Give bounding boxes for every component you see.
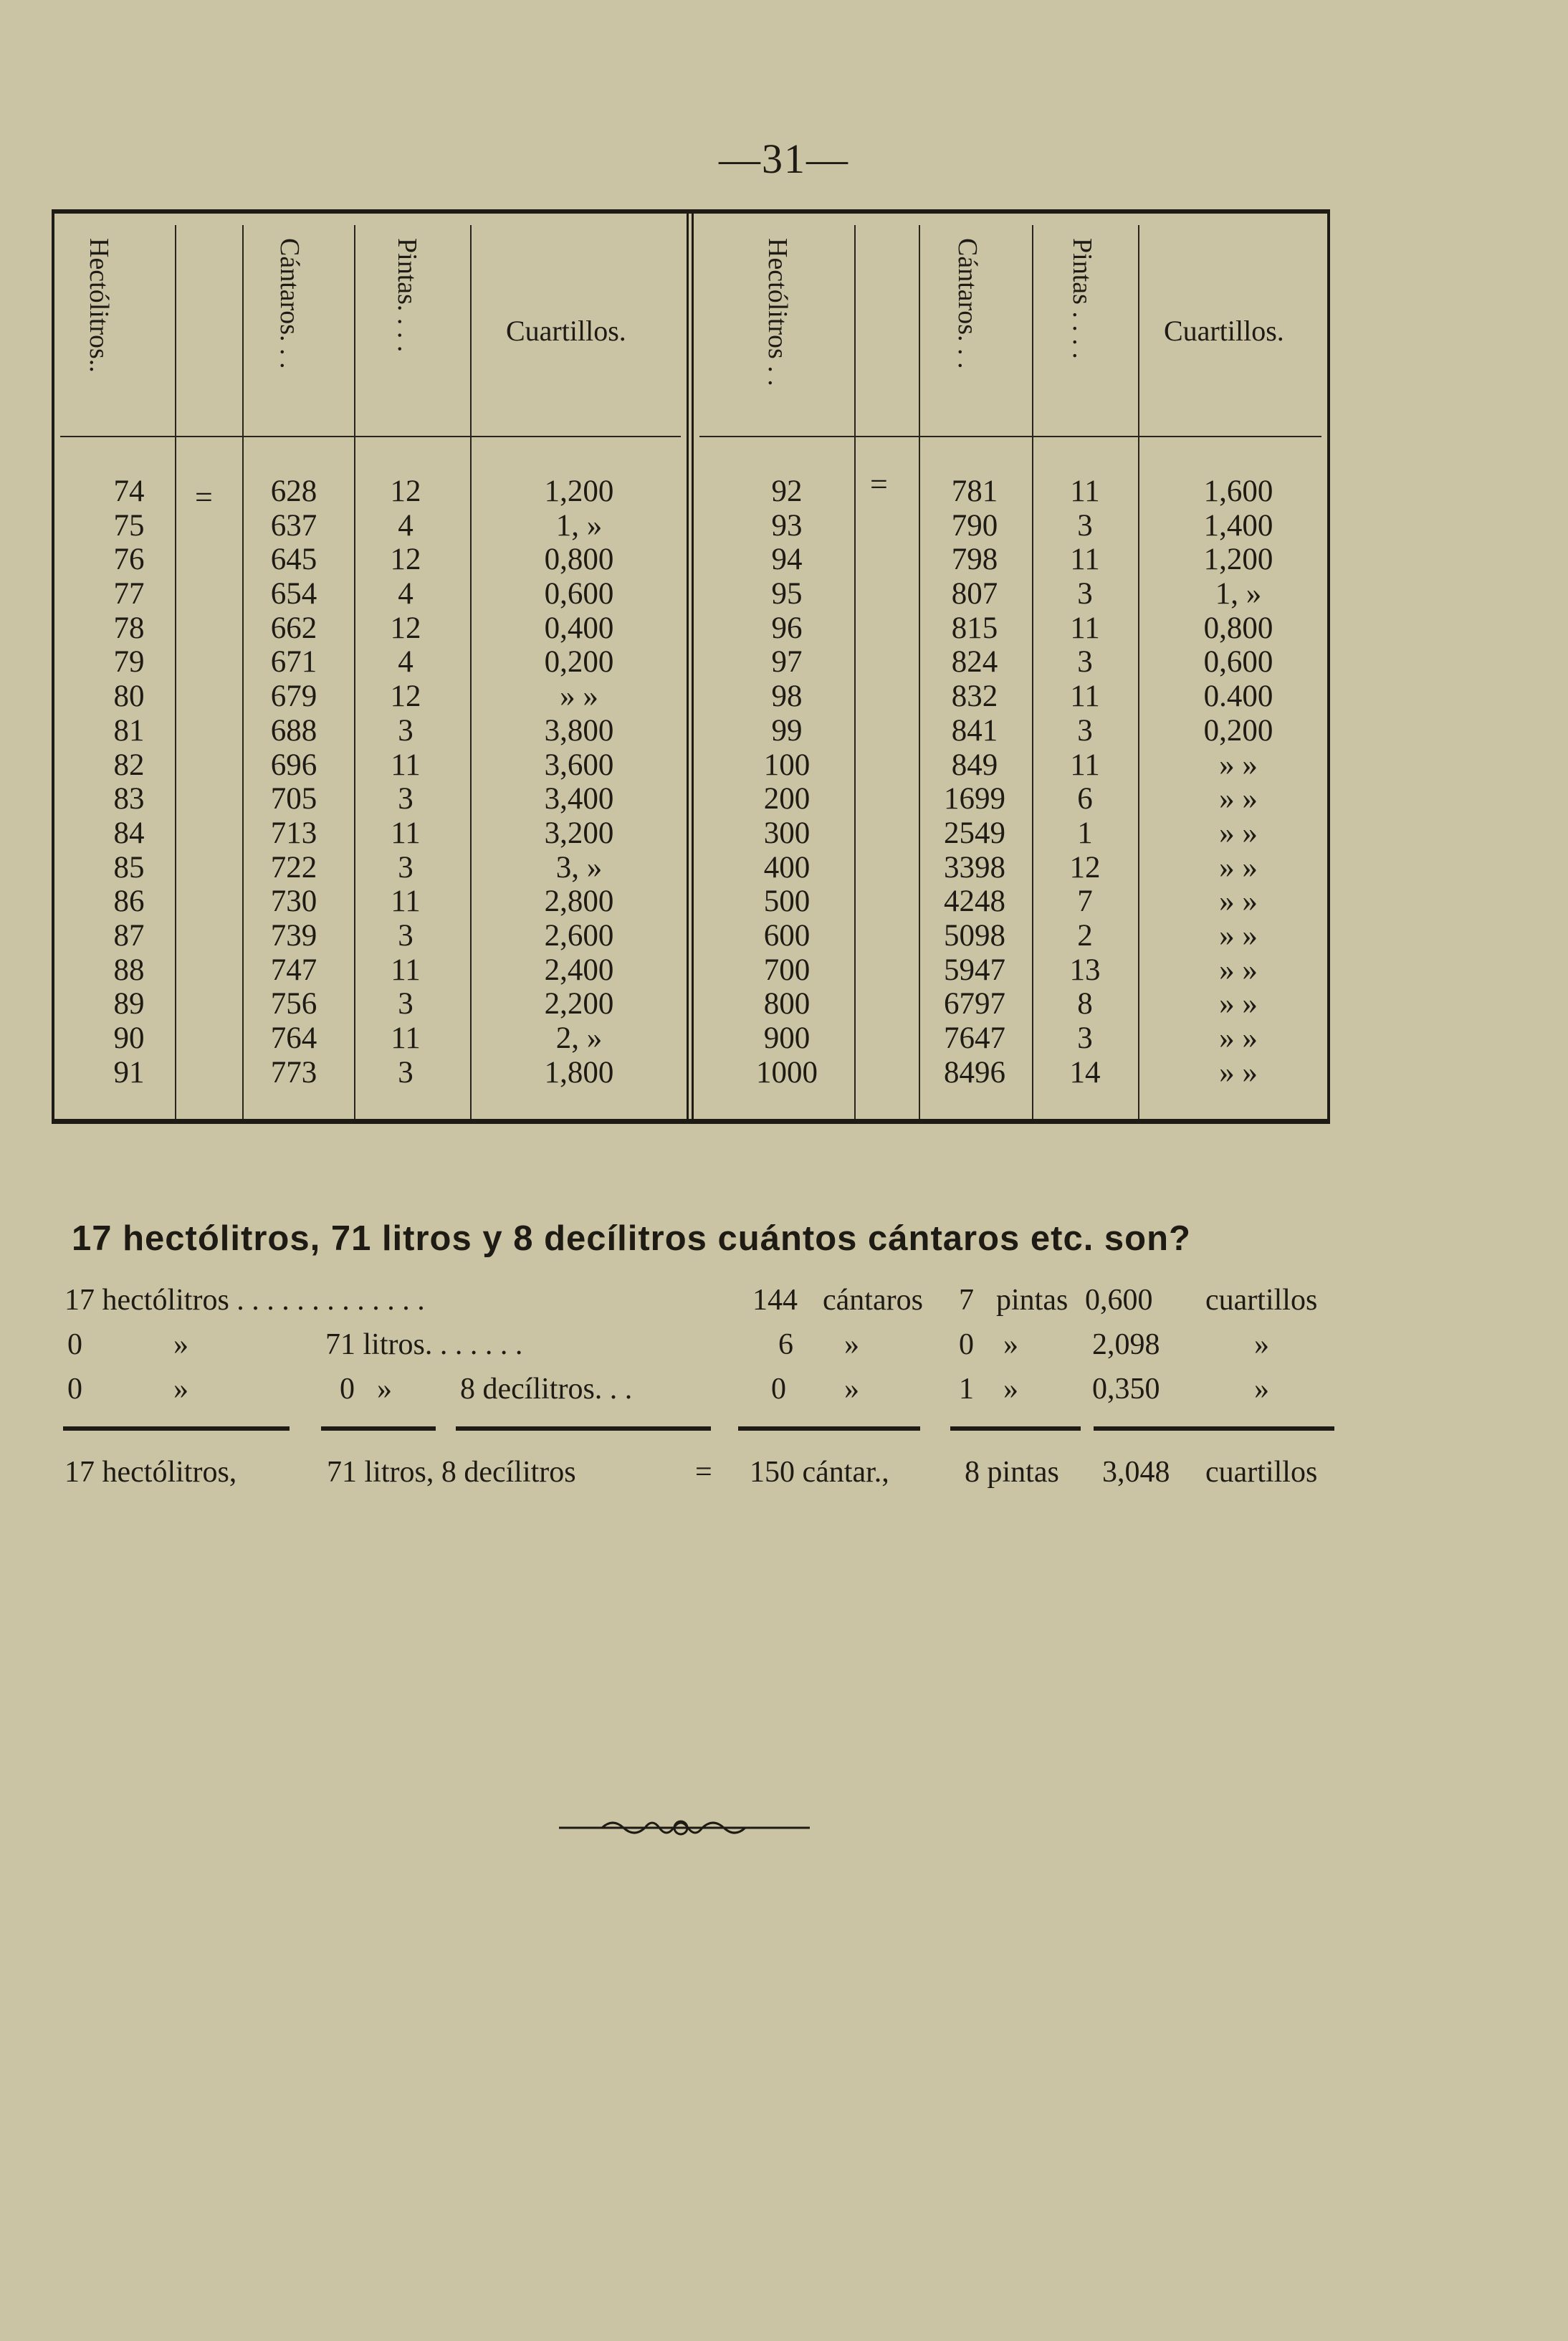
- table-cell-cantaros: 628: [270, 475, 317, 508]
- table-row: [54, 1021, 687, 1056]
- sum-rule: [738, 1426, 920, 1431]
- table-row: [694, 1056, 1327, 1090]
- table-cell-cantaros: 645: [270, 543, 317, 577]
- calc3-pintas-ditto: »: [1003, 1373, 1018, 1406]
- table-row: [54, 543, 687, 577]
- table-row: [694, 680, 1327, 714]
- table-cell-hectolitros: 95: [771, 577, 803, 611]
- table-cell-cuartillos: 0,400: [544, 611, 614, 645]
- left-rows: [54, 475, 687, 1090]
- table-cell-pintas: 3: [1077, 1021, 1093, 1055]
- table-cell-cuartillos: 2,800: [544, 885, 614, 919]
- table-cell-cantaros: 739: [270, 918, 317, 953]
- table-cell-cuartillos: » »: [1219, 850, 1258, 885]
- calc1-pintas: 7: [959, 1284, 974, 1317]
- calc1-hectolitros: 17 hectólitros . . . . . . . . . . . . .: [64, 1284, 425, 1317]
- table-cell-pintas: 11: [391, 885, 421, 919]
- sum-rule: [321, 1426, 436, 1431]
- table-row: [694, 782, 1327, 816]
- table-cell-hectolitros: 77: [113, 577, 145, 611]
- table-cell-cantaros: 824: [951, 645, 998, 680]
- table-cell-cuartillos: 0,200: [544, 645, 614, 680]
- table-cell-cuartillos: » »: [560, 680, 598, 714]
- calc-line-2: [64, 1327, 1340, 1368]
- table-cell-hectolitros: 500: [763, 885, 811, 919]
- table-cell-cantaros: 7647: [944, 1021, 1005, 1055]
- table-cell-hectolitros: 89: [113, 987, 145, 1021]
- table-cell-pintas: 3: [398, 918, 413, 953]
- table-row: [694, 714, 1327, 748]
- table-cell-pintas: 11: [391, 1021, 421, 1055]
- table-cell-hectolitros: 75: [113, 508, 145, 543]
- table-cell-pintas: 11: [1070, 680, 1100, 714]
- table-cell-cuartillos: 0,800: [1203, 611, 1273, 645]
- table-cell-hectolitros: 90: [113, 1021, 145, 1055]
- table-cell-hectolitros: 92: [771, 475, 803, 508]
- table-cell-cuartillos: 1,600: [1203, 475, 1273, 508]
- calc-line-1: [64, 1283, 1340, 1323]
- table-cell-cuartillos: 3,400: [544, 782, 614, 816]
- table-cell-hectolitros: 700: [763, 953, 811, 987]
- header-hectolitros-right: Hectólitros . .: [763, 238, 793, 386]
- table-cell-pintas: 8: [1077, 987, 1093, 1021]
- table-cell-pintas: 3: [398, 1055, 413, 1090]
- table-cell-pintas: 12: [390, 680, 421, 714]
- calc3-cuartillos-ditto: »: [1254, 1373, 1269, 1406]
- calc3-cuartillos: 0,350: [1092, 1373, 1160, 1406]
- table-cell-hectolitros: 800: [763, 987, 811, 1021]
- table-cell-cantaros: 773: [270, 1055, 317, 1090]
- table-cell-pintas: 11: [1070, 543, 1100, 577]
- table-row: [694, 611, 1327, 646]
- result-cuartillos: 3,048: [1102, 1456, 1170, 1489]
- table-cell-cuartillos: » »: [1219, 816, 1258, 850]
- table-cell-hectolitros: 74: [113, 475, 145, 508]
- table-cell-cuartillos: » »: [1219, 918, 1258, 953]
- header-pintas-right: Pintas . . . .: [1067, 238, 1097, 359]
- table-cell-cantaros: 815: [951, 611, 998, 645]
- table-row: [54, 714, 687, 748]
- table-row: [54, 577, 687, 611]
- table-cell-pintas: 11: [391, 748, 421, 782]
- calc1-cantaros-unit: cántaros: [823, 1284, 923, 1317]
- table-cell-cantaros: 688: [270, 713, 317, 748]
- table-row: [694, 919, 1327, 953]
- table-cell-cantaros: 790: [951, 508, 998, 543]
- table-cell-pintas: 3: [1077, 508, 1093, 543]
- calc2-pintas: 0: [959, 1328, 974, 1361]
- table-cell-hectolitros: 82: [113, 748, 145, 782]
- result-equals: =: [695, 1456, 712, 1489]
- table-cell-pintas: 3: [1077, 645, 1093, 680]
- table-row: [54, 680, 687, 714]
- table-cell-cantaros: 654: [270, 577, 317, 611]
- table-cell-cantaros: 2549: [944, 816, 1005, 850]
- result-hectolitros: 17 hectólitros,: [64, 1456, 237, 1489]
- table-cell-pintas: 3: [398, 987, 413, 1021]
- table-row: [54, 748, 687, 783]
- table-cell-hectolitros: 600: [763, 918, 811, 953]
- table-cell-cuartillos: 3, »: [555, 850, 603, 885]
- table-row: [54, 611, 687, 646]
- table-cell-cuartillos: 1,200: [544, 475, 614, 508]
- table-cell-cantaros: 3398: [944, 850, 1005, 885]
- calc-line-3: [64, 1372, 1340, 1412]
- calc3-decilitros: 8 decílitros. . .: [460, 1373, 633, 1406]
- table-cell-cantaros: 5098: [944, 918, 1005, 953]
- sum-rule: [950, 1426, 1081, 1431]
- table-cell-cantaros: 1699: [944, 782, 1005, 816]
- calc2-h-ditto: »: [173, 1328, 188, 1361]
- table-cell-cantaros: 807: [951, 577, 998, 611]
- table-cell-hectolitros: 83: [113, 782, 145, 816]
- table-cell-cuartillos: 0,600: [1203, 645, 1273, 680]
- table-cell-pintas: 12: [390, 543, 421, 577]
- table-row: [694, 509, 1327, 543]
- sum-rule: [456, 1426, 711, 1431]
- table-row: [54, 782, 687, 816]
- calc-result: [64, 1455, 1340, 1495]
- table-cell-hectolitros: 79: [113, 645, 145, 680]
- table-cell-hectolitros: 94: [771, 543, 803, 577]
- table-cell-cantaros: 747: [270, 953, 317, 987]
- equals-sign: =: [195, 480, 213, 515]
- ornament-divider-icon: [559, 1813, 810, 1842]
- table-row: [54, 816, 687, 851]
- table-cell-hectolitros: 91: [113, 1055, 145, 1090]
- table-cell-pintas: 13: [1069, 953, 1101, 987]
- table-cell-pintas: 4: [398, 508, 413, 543]
- table-row: [694, 645, 1327, 680]
- table-row: [54, 645, 687, 680]
- table-cell-hectolitros: 93: [771, 508, 803, 543]
- table-cell-cantaros: 5947: [944, 953, 1005, 987]
- table-cell-pintas: 11: [391, 816, 421, 850]
- table-cell-cantaros: 671: [270, 645, 317, 680]
- table-cell-hectolitros: 85: [113, 850, 145, 885]
- table-row: [54, 885, 687, 919]
- calc1-cuartillos-unit: cuartillos: [1205, 1284, 1318, 1317]
- table-cell-cuartillos: 0.400: [1203, 680, 1273, 714]
- header-cantaros: Cántaros. . .: [274, 238, 305, 369]
- sum-rule: [1094, 1426, 1334, 1431]
- table-cell-hectolitros: 96: [771, 611, 803, 645]
- equals-sign-right: =: [870, 467, 888, 502]
- sum-rule: [63, 1426, 290, 1431]
- table-cell-cuartillos: » »: [1219, 748, 1258, 782]
- table-cell-pintas: 3: [1077, 577, 1093, 611]
- table-cell-cuartillos: » »: [1219, 987, 1258, 1021]
- result-cuartillos-unit: cuartillos: [1205, 1456, 1318, 1489]
- table-cell-hectolitros: 78: [113, 611, 145, 645]
- calc2-cantaros: 6: [778, 1328, 793, 1361]
- table-row: [694, 748, 1327, 783]
- calc3-litros: 0: [340, 1373, 355, 1406]
- table-cell-hectolitros: 900: [763, 1021, 811, 1055]
- table-cell-hectolitros: 80: [113, 680, 145, 714]
- table-cell-cuartillos: 1, »: [1215, 577, 1262, 611]
- table-row: [694, 885, 1327, 919]
- table-cell-cantaros: 832: [951, 680, 998, 714]
- table-cell-pintas: 3: [398, 782, 413, 816]
- header-pintas: Pintas. . . .: [392, 238, 422, 353]
- table-cell-cantaros: 4248: [944, 885, 1005, 919]
- table-right-half: [687, 214, 1327, 1119]
- right-rows: [694, 475, 1327, 1090]
- table-row: [694, 543, 1327, 577]
- table-cell-cantaros: 679: [270, 680, 317, 714]
- table-row: [54, 509, 687, 543]
- header-cuartillos-right: Cuartillos.: [1164, 315, 1284, 347]
- table-row: [694, 577, 1327, 611]
- table-cell-cuartillos: 0,200: [1203, 713, 1273, 748]
- table-cell-cantaros: 730: [270, 885, 317, 919]
- table-cell-cuartillos: 0,800: [544, 543, 614, 577]
- table-row: [694, 851, 1327, 885]
- table-cell-pintas: 2: [1077, 918, 1093, 953]
- table-cell-pintas: 11: [1070, 611, 1100, 645]
- table-cell-hectolitros: 86: [113, 885, 145, 919]
- table-cell-pintas: 4: [398, 577, 413, 611]
- table-cell-pintas: 3: [1077, 713, 1093, 748]
- result-cantaros: 150 cántar.,: [750, 1456, 889, 1489]
- table-cell-pintas: 1: [1077, 816, 1093, 850]
- table-cell-cantaros: 841: [951, 713, 998, 748]
- table-row: [694, 816, 1327, 851]
- table-cell-pintas: 6: [1077, 782, 1093, 816]
- calc2-h: 0: [67, 1328, 82, 1361]
- table-row: [54, 475, 687, 509]
- table-cell-hectolitros: 76: [113, 543, 145, 577]
- table-row: [54, 1056, 687, 1090]
- calc1-cantaros: 144: [752, 1284, 798, 1317]
- table-cell-cuartillos: » »: [1219, 1021, 1258, 1055]
- table-row: [694, 1021, 1327, 1056]
- table-cell-pintas: 12: [390, 611, 421, 645]
- calc2-litros: 71 litros. . . . . . .: [325, 1328, 523, 1361]
- table-cell-pintas: 11: [391, 953, 421, 987]
- table-cell-cuartillos: 2,200: [544, 987, 614, 1021]
- table-row: [54, 851, 687, 885]
- table-cell-cantaros: 764: [270, 1021, 317, 1055]
- result-pintas: 8 pintas: [965, 1456, 1059, 1489]
- table-cell-cuartillos: 2,400: [544, 953, 614, 987]
- header-cuartillos: Cuartillos.: [506, 315, 626, 347]
- table-row: [54, 919, 687, 953]
- table-cell-hectolitros: 300: [763, 816, 811, 850]
- table-cell-pintas: 3: [398, 850, 413, 885]
- table-cell-cantaros: 705: [270, 782, 317, 816]
- table-cell-pintas: 12: [390, 475, 421, 508]
- table-cell-cantaros: 696: [270, 748, 317, 782]
- table-cell-pintas: 12: [1069, 850, 1101, 885]
- table-cell-cantaros: 756: [270, 987, 317, 1021]
- table-cell-cuartillos: » »: [1219, 1055, 1258, 1090]
- conversion-table: [52, 209, 1330, 1124]
- table-cell-pintas: 11: [1070, 748, 1100, 782]
- calc2-cuartillos: 2,098: [1092, 1328, 1160, 1361]
- table-row: [694, 987, 1327, 1021]
- table-cell-hectolitros: 200: [763, 782, 811, 816]
- calc2-cuartillos-ditto: »: [1254, 1328, 1269, 1361]
- table-row: [54, 987, 687, 1021]
- table-cell-cuartillos: 1,400: [1203, 508, 1273, 543]
- table-cell-cuartillos: 2, »: [555, 1021, 603, 1055]
- table-cell-hectolitros: 98: [771, 680, 803, 714]
- table-cell-cuartillos: 3,600: [544, 748, 614, 782]
- calc3-litros-ditto: »: [377, 1373, 392, 1406]
- table-cell-pintas: 14: [1069, 1055, 1101, 1090]
- table-cell-cuartillos: 1,200: [1203, 543, 1273, 577]
- table-cell-hectolitros: 97: [771, 645, 803, 680]
- calc3-cantaros: 0: [771, 1373, 786, 1406]
- table-cell-cuartillos: 0,600: [544, 577, 614, 611]
- problem-question: 17 hectólitros, 71 litros y 8 decílitros cuántos cántaros etc. son?: [72, 1219, 1191, 1258]
- table-cell-hectolitros: 88: [113, 953, 145, 987]
- table-cell-cantaros: 637: [270, 508, 317, 543]
- table-cell-pintas: 4: [398, 645, 413, 680]
- calc2-pintas-ditto: »: [1003, 1328, 1018, 1361]
- table-cell-pintas: 11: [1070, 475, 1100, 508]
- page-number: —31—: [719, 135, 849, 182]
- calc3-h: 0: [67, 1373, 82, 1406]
- table-row: [694, 953, 1327, 988]
- table-cell-cuartillos: » »: [1219, 885, 1258, 919]
- header-cantaros-right: Cántaros. . .: [952, 238, 983, 369]
- table-cell-hectolitros: 400: [763, 850, 811, 885]
- table-cell-pintas: 7: [1077, 885, 1093, 919]
- calc3-pintas: 1: [959, 1373, 974, 1406]
- table-cell-cantaros: 662: [270, 611, 317, 645]
- table-cell-cuartillos: 1,800: [544, 1055, 614, 1090]
- table-cell-cantaros: 6797: [944, 987, 1005, 1021]
- calc3-cantaros-ditto: »: [844, 1373, 859, 1406]
- table-cell-hectolitros: 81: [113, 713, 145, 748]
- calc3-h-ditto: »: [173, 1373, 188, 1406]
- table-cell-cuartillos: 3,200: [544, 816, 614, 850]
- table-cell-cantaros: 798: [951, 543, 998, 577]
- table-cell-hectolitros: 100: [763, 748, 811, 782]
- calc1-cuartillos: 0,600: [1085, 1284, 1153, 1317]
- table-cell-cuartillos: 3,800: [544, 713, 614, 748]
- table-cell-cuartillos: 1, »: [555, 508, 603, 543]
- table-cell-hectolitros: 99: [771, 713, 803, 748]
- table-row: [54, 953, 687, 988]
- table-cell-pintas: 3: [398, 713, 413, 748]
- calc1-pintas-unit: pintas: [996, 1284, 1069, 1317]
- header-hectolitros: Hectólitros..: [84, 238, 114, 373]
- table-cell-cuartillos: » »: [1219, 782, 1258, 816]
- calc2-cantaros-ditto: »: [844, 1328, 859, 1361]
- table-row: [694, 475, 1327, 509]
- table-cell-cantaros: 722: [270, 850, 317, 885]
- table-cell-cantaros: 849: [951, 748, 998, 782]
- table-cell-cuartillos: 2,600: [544, 918, 614, 953]
- table-left-half: [54, 214, 687, 1119]
- table-cell-cantaros: 713: [270, 816, 317, 850]
- table-cell-cantaros: 8496: [944, 1055, 1005, 1090]
- table-cell-cuartillos: » »: [1219, 953, 1258, 987]
- result-litros: 71 litros, 8 decílitros: [327, 1456, 576, 1489]
- table-cell-hectolitros: 87: [113, 918, 145, 953]
- table-cell-cantaros: 781: [951, 475, 998, 508]
- table-cell-hectolitros: 1000: [756, 1055, 818, 1090]
- table-cell-hectolitros: 84: [113, 816, 145, 850]
